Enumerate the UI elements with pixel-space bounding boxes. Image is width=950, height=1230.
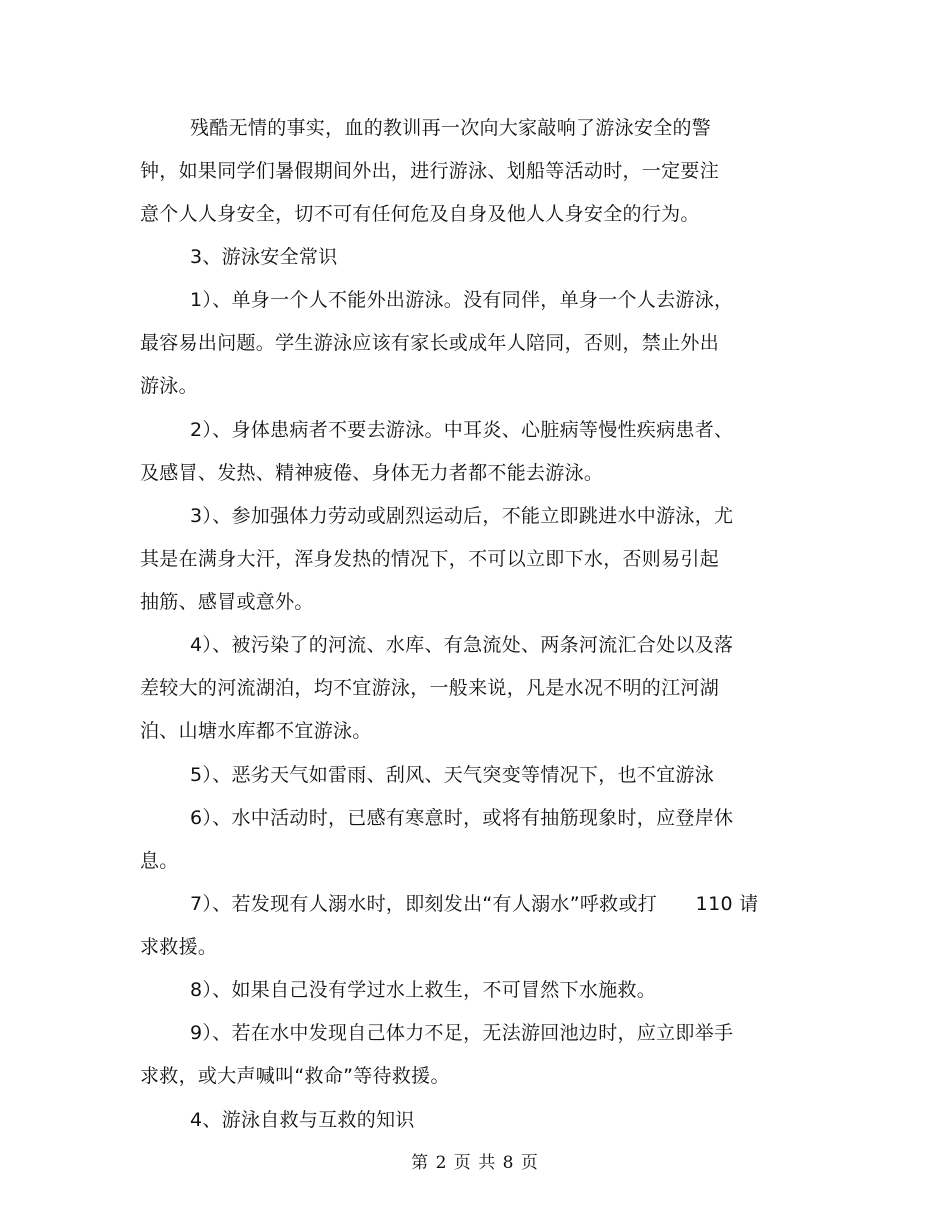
text-line: 差较大的河流湖泊，均不宜游泳，一般来说，凡是水况不明的江河湖 [140, 677, 720, 699]
text-line: 8）、如果自己没有学过水上救生，不可冒然下水施救。 [190, 979, 657, 1001]
page-number-footer: 第 2 页 共 8 页 [411, 1153, 539, 1173]
text-line: 泊、山塘水库都不宜游泳。 [140, 720, 372, 742]
text-line: 及感冒、发热、精神疲倦、身体无力者都不能去游泳。 [140, 462, 604, 484]
text-line: 7）、若发现有人溺水时，即刻发出“有人溺水”呼救或打 110 请 [190, 893, 759, 915]
text-line: 意个人人身安全，切不可有任何危及自身及他人人身安全的行为。 [140, 203, 700, 225]
text-line: 求救援。 [140, 936, 218, 958]
text-line: 息。 [140, 850, 179, 872]
text-line: 3）、参加强体力劳动或剧烈运动后，不能立即跳进水中游泳，尤 [190, 505, 734, 527]
text-line: 抽筋、感冒或意外。 [140, 591, 314, 613]
text-line: 5）、恶劣天气如雷雨、刮风、天气突变等情况下，也不宜游泳 [190, 764, 714, 786]
text-line: 2）、身体患病者不要去游泳。中耳炎、心脏病等慢性疾病患者、 [190, 419, 734, 441]
text-line: 其是在满身大汗，浑身发热的情况下，不可以立即下水，否则易引起 [140, 548, 720, 570]
text-line: 1）、单身一个人不能外出游泳。没有同伴，单身一个人去游泳， [190, 289, 734, 311]
text-line: 4）、被污染了的河流、水库、有急流处、两条河流汇合处以及落 [190, 634, 734, 656]
text-line: 求救，或大声喊叫“救命”等待救援。 [140, 1065, 450, 1087]
text-line: 残酷无情的事实，血的教训再一次向大家敲响了游泳安全的警 [190, 117, 712, 139]
text-line: 6）、水中活动时，已感有寒意时，或将有抽筋现象时，应登岸休 [190, 807, 734, 829]
text-line: 钟，如果同学们暑假期间外出，进行游泳、划船等活动时，一定要注 [140, 160, 720, 182]
section-heading: 4、游泳自救与互救的知识 [190, 1109, 415, 1131]
section-heading: 3、游泳安全常识 [190, 246, 338, 268]
text-line: 游泳。 [140, 375, 198, 397]
text-line: 9）、若在水中发现自己体力不足，无法游回池边时，应立即举手 [190, 1022, 734, 1044]
text-line: 最容易出问题。学生游泳应该有家长或成年人陪同，否则，禁止外出 [140, 332, 720, 354]
